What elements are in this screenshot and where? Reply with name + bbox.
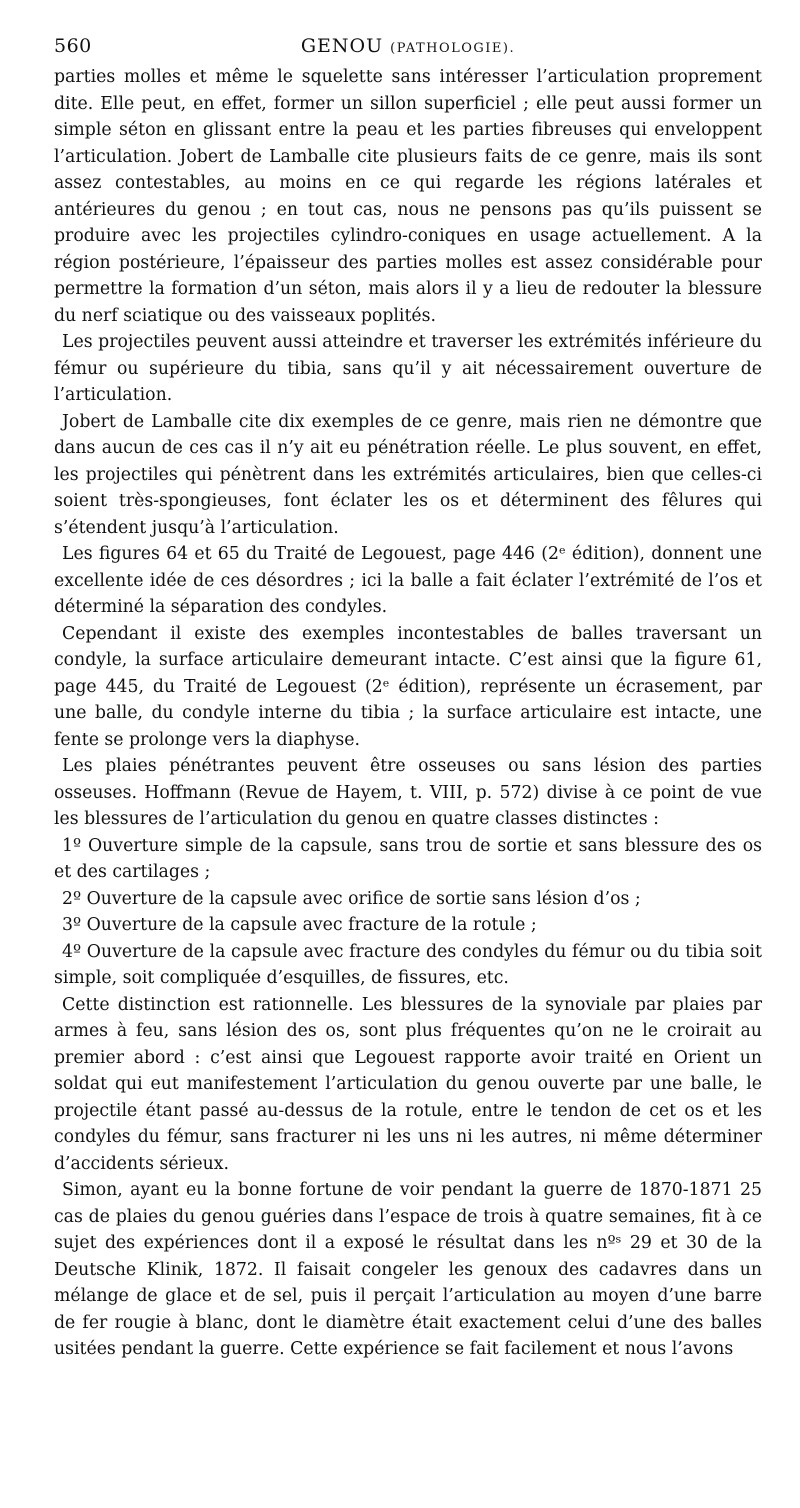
paragraph: parties molles et même le squelette sans intéresser l’articulation proprement dite. Elle peut, en effet, former un sillon superficiel ; elle peut aussi former un simple séton en glissant entre la peau et les parties fibreuses qui enveloppent l’articulation. Jobert de Lamballe cite plusieurs faits de ce genre, mais ils sont assez contestables, au moins en ce qui regarde les régions latérales et antérieures du genou ; en tout cas, nous ne pensons pas qu’ils puissent se produire avec les projectiles cylindro-coniques en usage actuellement. A la région postérieure, l’épaisseur des parties molles est assez considérable pour permettre la formation d’un séton, mais alors il y a lieu de redouter la blessure du nerf sciatique ou des vaisseaux poplités. bbox=[54, 67, 762, 326]
running-title bbox=[54, 32, 762, 63]
document-page bbox=[54, 30, 762, 1363]
paragraph: Les plaies pénétrantes peuvent être osseuses ou sans lésion des parties osseuses. Hoffmann (Revue de Hayem, t. VIII, p. 572) divise à ce point de vue les blessures de l’articulation du genou en quatre classes distinctes : bbox=[54, 756, 762, 829]
page-number: 560 bbox=[54, 35, 92, 57]
list-item: 4º Ouverture de la capsule avec fracture des condyles du fémur ou du tibia soit simple, soit compliquée d’esquilles, de fissures, etc. bbox=[54, 941, 762, 988]
list-item: 1º Ouverture simple de la capsule, sans trou de sortie et sans blessure des os et des cartilages ; bbox=[54, 835, 762, 882]
title-sub: (PATHOLOGIE). bbox=[390, 41, 516, 56]
paragraph: Cependant il existe des exemples incontestables de balles traversant un condyle, la surface articulaire demeurant intacte. C’est ainsi que la figure 61, page 445, du Traité de Legouest (2ᵉ édition), représente un écrasement, par une balle, du condyle interne du tibia ; la surface articulaire est intacte, une fente se prolonge vers la diaphyse. bbox=[54, 623, 762, 750]
list-item: 2º Ouverture de la capsule avec orifice de sortie sans lésion d’os ; bbox=[62, 888, 641, 909]
title-main: GENOU bbox=[300, 35, 384, 57]
paragraph: Jobert de Lamballe cite dix exemples de ce genre, mais rien ne démontre que dans aucun de ces cas il n’y ait eu pénétration réelle. Le plus souvent, en effet, les projectiles qui pénètrent dans les extrémités articulaires, bien que celles-ci soient très-spongieuses, font éclater les os et déterminent des fêlures qui s’étendent jusqu’à l’articulation. bbox=[54, 411, 762, 538]
body-text bbox=[54, 64, 762, 1363]
paragraph: Les projectiles peuvent aussi atteindre et traverser les extrémités inférieure du fémur ou supérieure du tibia, sans qu’il y ait nécessairement ouverture de l’articulation. bbox=[54, 332, 762, 405]
paragraph: Cette distinction est rationnelle. Les blessures de la synoviale par plaies par armes à feu, sans lésion des os, sont plus fréquentes qu’on ne le croirait au premier abord : c’est ainsi que Legouest rapporte avoir traité en Orient un soldat qui eut manifestement l’articulation du genou ouverte par une balle, le projectile étant passé au-dessus de la rotule, entre le tendon de cet os et les condyles du fémur, sans fracturer ni les uns ni les autres, ni même déterminer d’accidents sérieux. bbox=[54, 994, 762, 1174]
running-head bbox=[54, 30, 762, 64]
paragraph: Simon, ayant eu la bonne fortune de voir pendant la guerre de 1870-1871 25 cas de plaies du genou guéries dans l’espace de trois à quatre semaines, fit à ce sujet des expériences dont il a exposé le résultat dans les nºˢ 29 et 30 de la Deutsche Klinik, 1872. Il faisait congeler les genoux des cadavres dans un mélange de glace et de sel, puis il perçait l’articulation au moyen d’une barre de fer rougie à blanc, dont le diamètre était exactement celui d’une des balles usitées pendant la guerre. Cette expérience se fait facilement et nous l’avons bbox=[54, 1180, 762, 1359]
paragraph: Les figures 64 et 65 du Traité de Legouest, page 446 (2ᵉ édition), donnent une excellente idée de ces désordres ; ici la balle a fait éclater l’extrémité de l’os et déterminé la séparation des condyles. bbox=[54, 544, 762, 617]
list-item: 3º Ouverture de la capsule avec fracture de la rotule ; bbox=[62, 915, 537, 935]
